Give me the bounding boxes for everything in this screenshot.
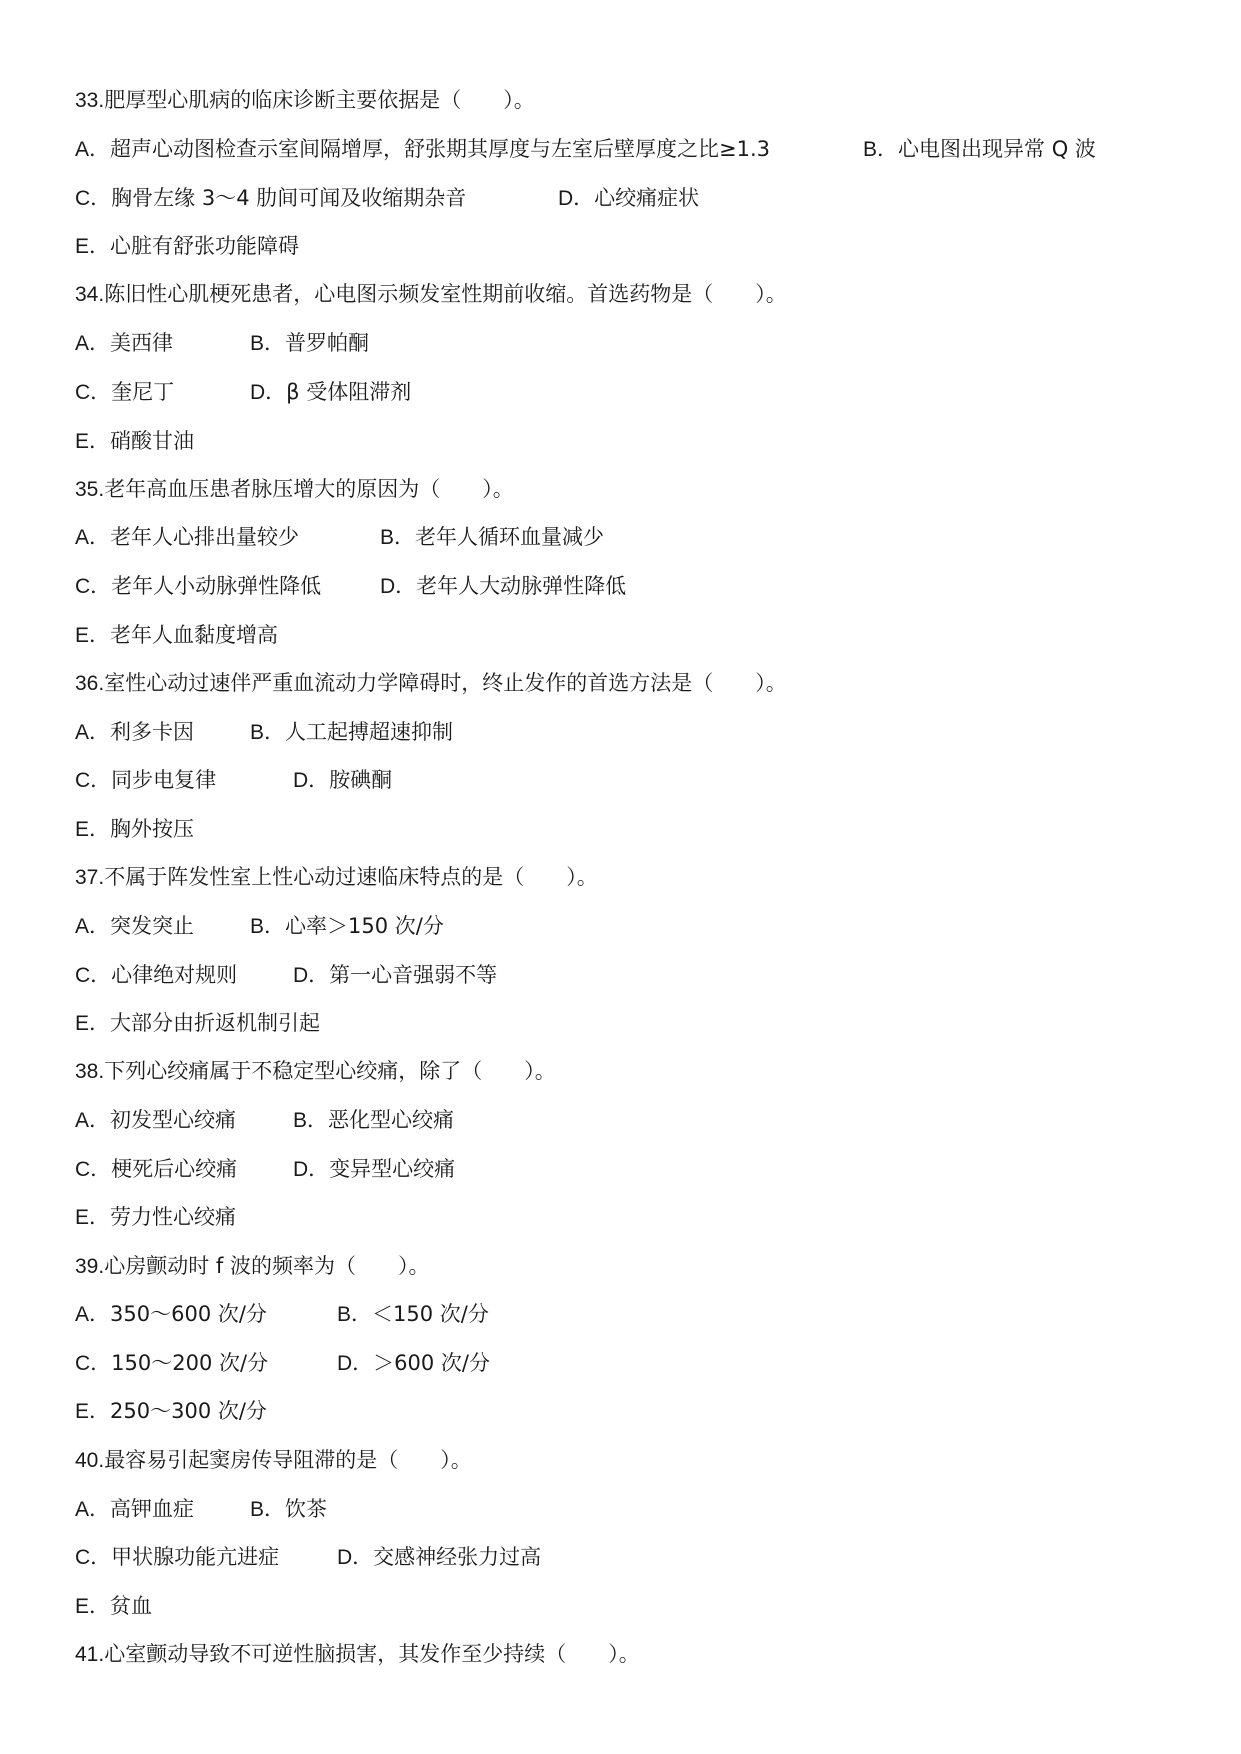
question-34-options-row-2 <box>75 378 412 407</box>
option-letter: A． <box>75 1303 111 1326</box>
question-number: 37. <box>75 866 105 889</box>
option-b <box>337 1300 489 1329</box>
option-letter: C． <box>75 964 112 987</box>
option-text: 胸外按压 <box>110 817 195 841</box>
option-text: 恶化型心绞痛 <box>328 1108 455 1132</box>
option-text: 胺碘酮 <box>329 768 393 792</box>
option-d <box>293 1155 455 1184</box>
question-35-options-row-1 <box>75 523 605 552</box>
question-34-options-row-1 <box>75 329 370 358</box>
option-letter: E． <box>75 624 111 647</box>
question-38-stem-line <box>75 1057 556 1086</box>
question-33-options-row-3 <box>75 232 299 261</box>
option-text: 250～300 次/分 <box>110 1399 267 1423</box>
question-number: 41. <box>75 1643 105 1666</box>
question-37-options-row-1 <box>75 912 444 941</box>
option-letter: A． <box>75 1109 111 1132</box>
option-b <box>250 718 453 747</box>
option-letter: C． <box>75 769 112 792</box>
option-letter: D． <box>293 964 330 987</box>
option-letter: B． <box>250 915 286 938</box>
option-letter: A． <box>75 138 111 161</box>
option-text: 350～600 次/分 <box>110 1302 267 1326</box>
option-text: 老年人血黏度增高 <box>110 623 279 647</box>
option-text: 老年人心排出量较少 <box>110 525 300 549</box>
question-35-options-row-2 <box>75 572 627 601</box>
option-letter: E． <box>75 235 111 258</box>
option-letter: E． <box>75 1400 111 1423</box>
question-39-options-row-3 <box>75 1397 267 1426</box>
option-letter: A． <box>75 721 111 744</box>
option-text: ＞600 次/分 <box>373 1351 491 1375</box>
option-letter: A． <box>75 332 111 355</box>
option-d <box>337 1349 490 1378</box>
option-letter: B． <box>250 1498 286 1521</box>
option-text: 饮茶 <box>285 1497 328 1521</box>
question-36-stem-line <box>75 669 787 698</box>
option-d <box>558 184 699 213</box>
option-b <box>250 1495 327 1524</box>
option-letter: D． <box>250 381 287 404</box>
option-letter: B． <box>337 1303 373 1326</box>
question-33-options-row-2 <box>75 184 700 213</box>
question-41-stem-line <box>75 1640 640 1669</box>
question-number: 34. <box>75 283 105 306</box>
option-letter: C． <box>75 381 112 404</box>
question-stem: 陈旧性心肌梗死患者，心电图示频发室性期前收缩。首选药物是（ ）。 <box>104 282 787 306</box>
option-letter: B． <box>380 526 416 549</box>
option-letter: B． <box>293 1109 329 1132</box>
question-39-stem-line <box>75 1252 429 1281</box>
option-letter: E． <box>75 1595 111 1618</box>
option-text: 交感神经张力过高 <box>373 1545 542 1569</box>
question-39-options-row-2 <box>75 1349 491 1378</box>
question-39-options-row-1 <box>75 1300 489 1329</box>
option-letter: E． <box>75 1206 111 1229</box>
question-36-options-row-1 <box>75 718 454 747</box>
option-text: 高钾血症 <box>110 1497 195 1521</box>
question-33-stem-line <box>75 86 535 115</box>
question-40-options-row-2 <box>75 1543 542 1572</box>
option-text: 梗死后心绞痛 <box>111 1157 238 1181</box>
question-40-stem-line <box>75 1446 472 1475</box>
question-34-stem-line <box>75 280 787 309</box>
option-b <box>380 523 604 552</box>
option-text: 胸骨左缘 3～4 肋间可闻及收缩期杂音 <box>111 186 467 210</box>
option-letter: E． <box>75 430 111 453</box>
option-text: β 受体阻滞剂 <box>286 380 412 404</box>
option-letter: E． <box>75 818 111 841</box>
question-number: 40. <box>75 1449 105 1472</box>
question-33-options-row-1 <box>75 135 1096 164</box>
option-text: 硝酸甘油 <box>110 429 195 453</box>
option-d <box>293 766 392 795</box>
question-38-options-row-2 <box>75 1155 456 1184</box>
question-stem: 老年高血压患者脉压增大的原因为（ ）。 <box>104 477 514 501</box>
option-b <box>250 912 444 941</box>
option-letter: D． <box>293 1158 330 1181</box>
option-b <box>250 329 369 358</box>
option-letter: C． <box>75 1352 112 1375</box>
option-text: 第一心音强弱不等 <box>329 963 498 987</box>
option-d <box>380 572 626 601</box>
option-letter: E． <box>75 1012 111 1035</box>
question-40-options-row-3 <box>75 1592 152 1621</box>
question-number: 33. <box>75 89 105 112</box>
option-d <box>293 961 497 990</box>
question-stem: 心室颤动导致不可逆性脑损害，其发作至少持续（ ）。 <box>104 1642 640 1666</box>
question-stem: 不属于阵发性室上性心动过速临床特点的是（ ）。 <box>104 865 598 889</box>
option-text: 劳力性心绞痛 <box>110 1205 237 1229</box>
option-letter: C． <box>75 1158 112 1181</box>
question-36-options-row-2 <box>75 766 393 795</box>
option-text: 心电图出现异常 Q 波 <box>898 137 1096 161</box>
option-b <box>293 1106 454 1135</box>
question-number: 36. <box>75 672 105 695</box>
question-40-options-row-1 <box>75 1495 328 1524</box>
option-b <box>863 135 1096 164</box>
option-letter: B． <box>250 332 286 355</box>
question-stem: 室性心动过速伴严重血流动力学障碍时，终止发作的首选方法是（ ）。 <box>104 671 787 695</box>
option-letter: B． <box>250 721 286 744</box>
question-stem: 下列心绞痛属于不稳定型心绞痛，除了（ ）。 <box>104 1059 556 1083</box>
option-d <box>250 378 411 407</box>
option-text: 同步电复律 <box>111 768 217 792</box>
option-text: 贫血 <box>110 1594 153 1618</box>
option-text: 心律绝对规则 <box>111 963 238 987</box>
question-34-options-row-3 <box>75 427 194 456</box>
option-letter: C． <box>75 575 112 598</box>
question-number: 39. <box>75 1255 105 1278</box>
option-text: 利多卡因 <box>110 720 195 744</box>
option-text: 甲状腺功能亢进症 <box>111 1545 280 1569</box>
question-37-options-row-2 <box>75 961 498 990</box>
option-letter: C． <box>75 187 112 210</box>
option-letter: D． <box>293 769 330 792</box>
question-35-options-row-3 <box>75 621 278 650</box>
question-stem: 最容易引起窦房传导阻滞的是（ ）。 <box>104 1448 472 1472</box>
option-text: 初发型心绞痛 <box>110 1108 237 1132</box>
question-38-options-row-1 <box>75 1106 455 1135</box>
option-text: 老年人大动脉弹性降低 <box>416 574 627 598</box>
option-d <box>337 1543 541 1572</box>
question-38-options-row-3 <box>75 1203 236 1232</box>
option-letter: D． <box>337 1352 374 1375</box>
question-35-stem-line <box>75 475 514 504</box>
option-letter: B． <box>863 138 899 161</box>
question-stem: 肥厚型心肌病的临床诊断主要依据是（ ）。 <box>104 88 535 112</box>
option-text: 150～200 次/分 <box>111 1351 269 1375</box>
option-letter: C． <box>75 1546 112 1569</box>
question-stem: 心房颤动时 f 波的频率为（ ）。 <box>104 1254 430 1278</box>
option-text: 普罗帕酮 <box>285 331 370 355</box>
option-letter: D． <box>558 187 595 210</box>
option-text: 心绞痛症状 <box>594 186 700 210</box>
option-text: 心率＞150 次/分 <box>285 914 444 938</box>
option-letter: D． <box>380 575 417 598</box>
option-text: 心脏有舒张功能障碍 <box>110 234 300 258</box>
option-text: 大部分由折返机制引起 <box>110 1011 321 1035</box>
option-text: 美西律 <box>110 331 174 355</box>
question-36-options-row-3 <box>75 815 194 844</box>
question-number: 35. <box>75 478 105 501</box>
option-text: 老年人循环血量减少 <box>415 525 605 549</box>
option-letter: A． <box>75 915 111 938</box>
option-text: 变异型心绞痛 <box>329 1157 456 1181</box>
option-letter: A． <box>75 526 111 549</box>
question-number: 38. <box>75 1060 105 1083</box>
option-text: 老年人小动脉弹性降低 <box>111 574 322 598</box>
question-37-options-row-3 <box>75 1009 320 1038</box>
option-text: ＜150 次/分 <box>372 1302 489 1326</box>
option-text: 突发突止 <box>110 914 195 938</box>
option-text: 人工起搏超速抑制 <box>285 720 454 744</box>
question-37-stem-line <box>75 863 598 892</box>
option-letter: D． <box>337 1546 374 1569</box>
option-text: 奎尼丁 <box>111 380 175 404</box>
option-letter: A． <box>75 1498 111 1521</box>
option-text: 超声心动图检查示室间隔增厚，舒张期其厚度与左室后壁厚度之比≥1.3 <box>110 137 771 161</box>
